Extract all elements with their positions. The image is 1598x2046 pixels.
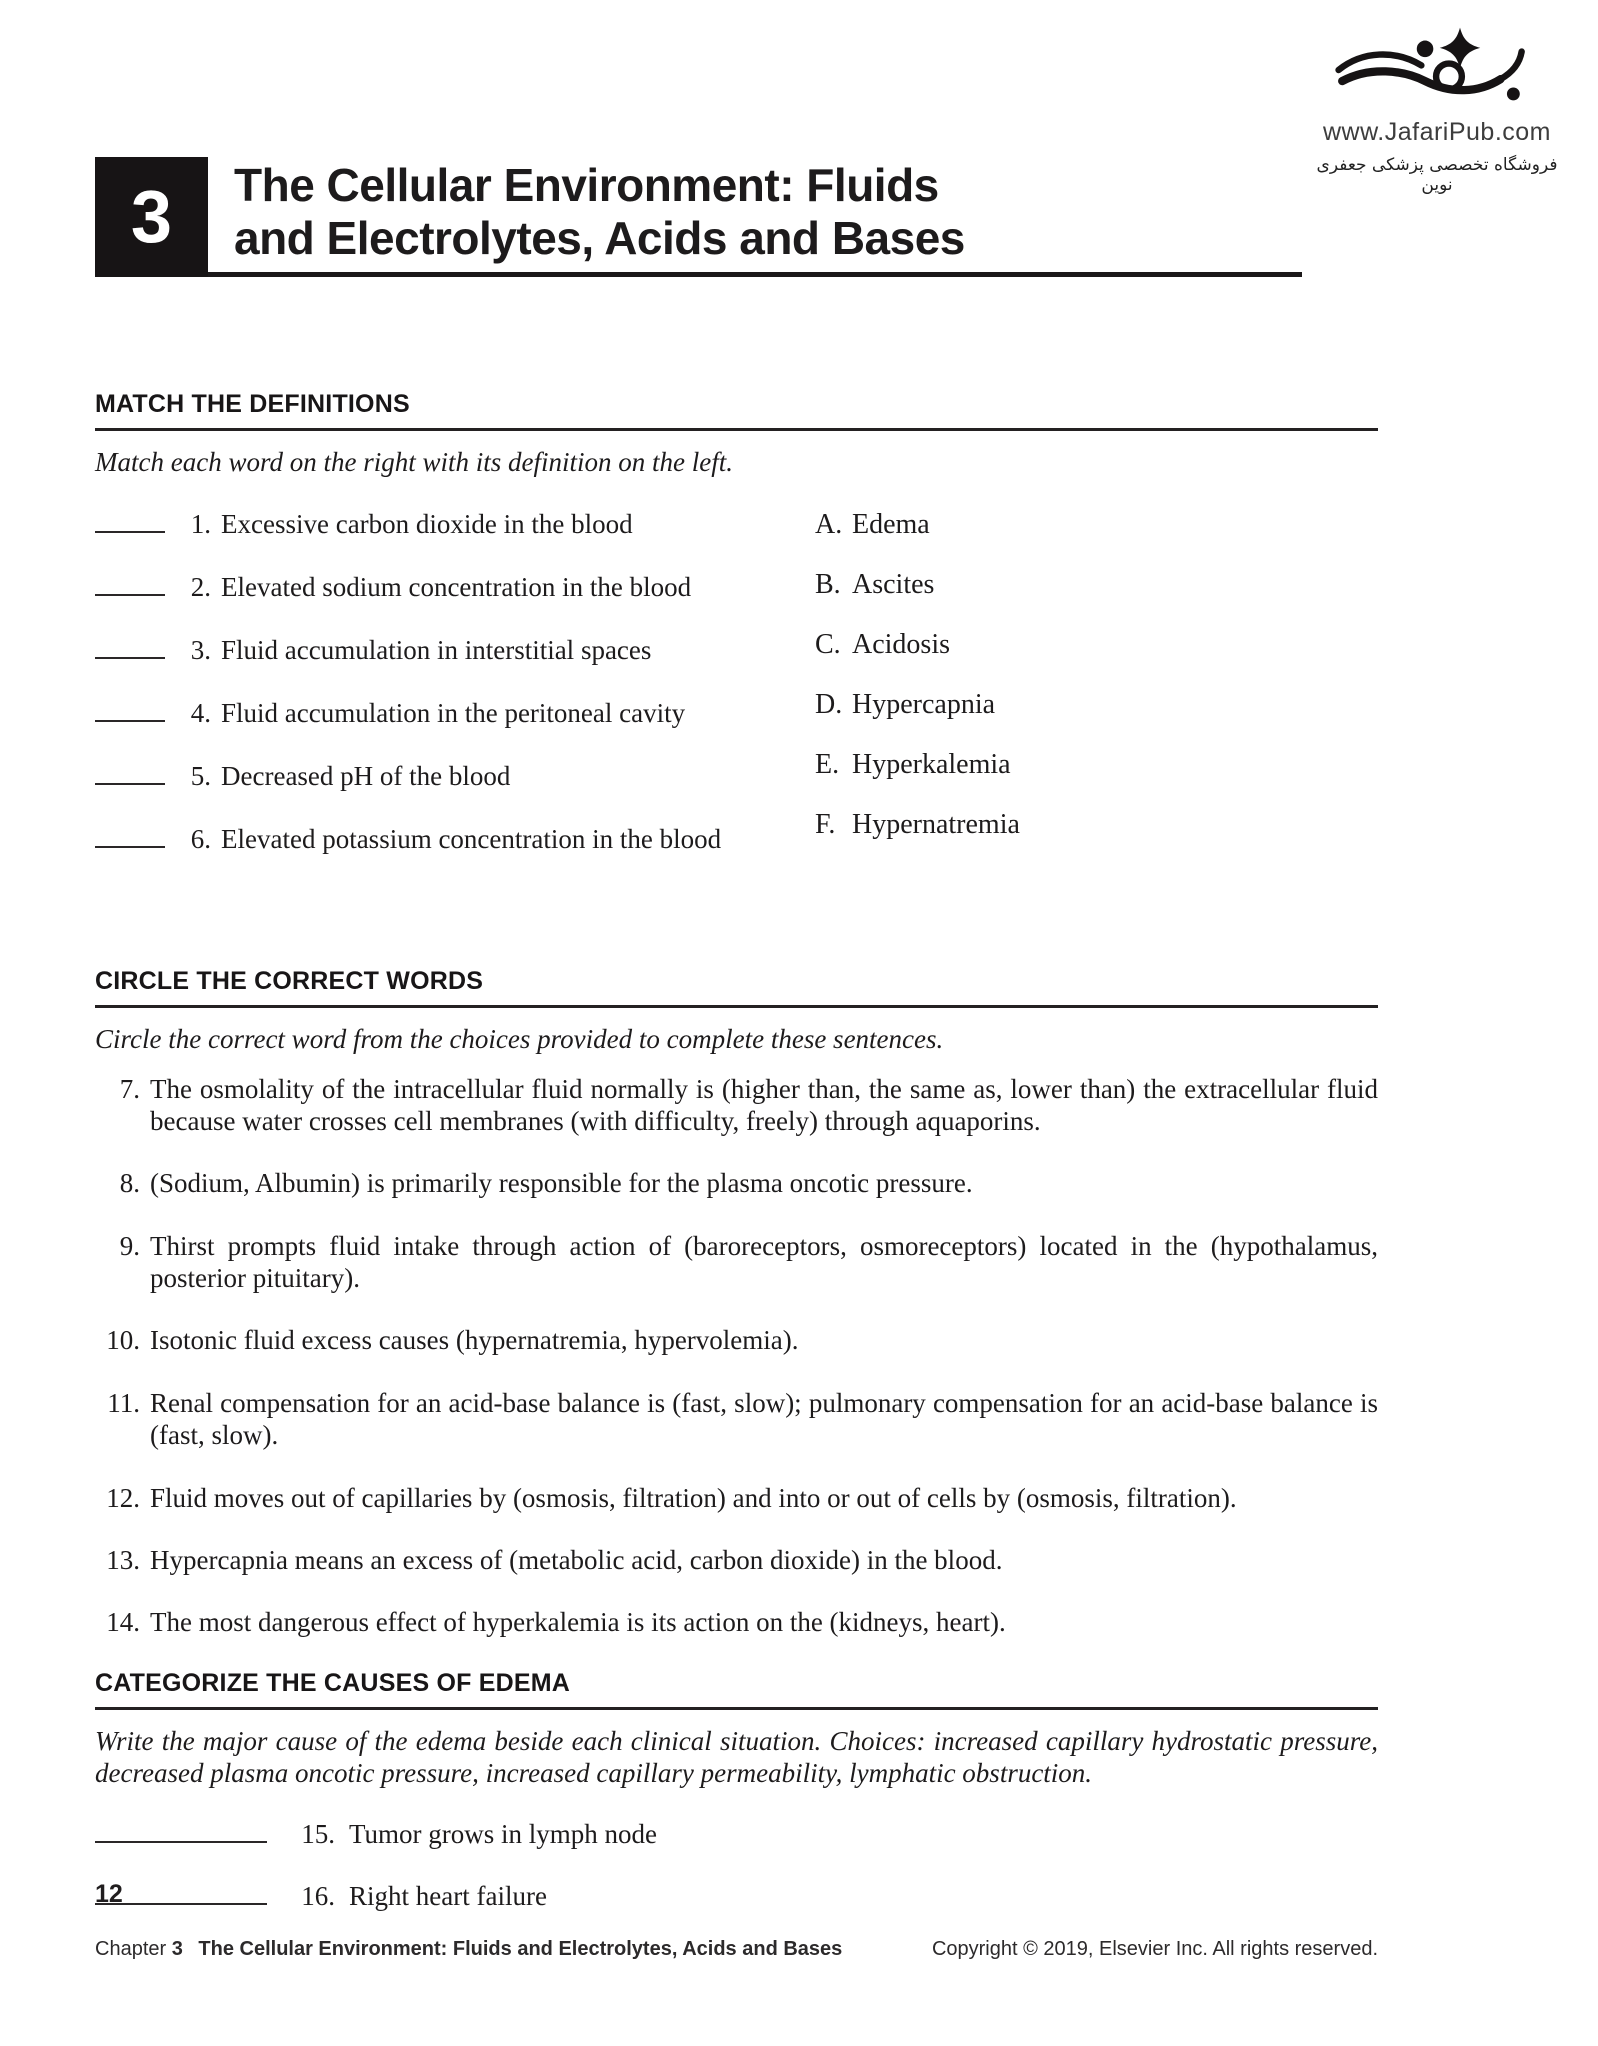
term-text: Hypercapnia bbox=[852, 689, 996, 721]
question-item bbox=[95, 1073, 1378, 1138]
definition-text: Fluid accumulation in interstitial spaces bbox=[221, 635, 652, 666]
definition-text: Excessive carbon dioxide in the blood bbox=[221, 509, 633, 540]
question-item bbox=[95, 1482, 1378, 1514]
section-instruction: Write the major cause of the edema beside each clinical situation. Choices: increased capillary hydrostatic pressure, decreased plasma oncotic pressure, increased capillary permeability, lymphatic obstruction. bbox=[95, 1725, 1378, 1789]
term-letter: A. bbox=[815, 509, 843, 541]
definition-item bbox=[95, 572, 815, 603]
term-item bbox=[815, 809, 1378, 840]
item-number: 6. bbox=[190, 824, 211, 855]
definition-item bbox=[95, 509, 815, 540]
question-text: Hypercapnia means an excess of (metabolic acid, carbon dioxide) in the blood. bbox=[150, 1545, 1003, 1576]
term-letter: E. bbox=[815, 749, 840, 781]
categorize-item bbox=[95, 1819, 1378, 1850]
answer-blank bbox=[95, 1819, 267, 1843]
page-number: 12 bbox=[95, 1880, 123, 1908]
section-instruction: Circle the correct word from the choices provided to complete these sentences. bbox=[95, 1024, 944, 1055]
answer-blank bbox=[95, 509, 165, 533]
item-number: 5. bbox=[190, 761, 211, 792]
footer-chapter-info bbox=[95, 1938, 842, 1961]
section-heading: MATCH THE DEFINITIONS bbox=[95, 390, 1378, 431]
definition-text: Decreased pH of the blood bbox=[221, 761, 511, 792]
definition-item bbox=[95, 824, 815, 855]
question-text: (Sodium, Albumin) is primarily responsible for the plasma oncotic pressure. bbox=[150, 1168, 973, 1199]
term-letter: F. bbox=[815, 809, 836, 841]
question-item bbox=[95, 1606, 1378, 1638]
page-footer bbox=[95, 1938, 1378, 1961]
footer-chapter-title: The Cellular Environment: Fluids and Electrolytes, Acids and Bases bbox=[198, 1938, 843, 1960]
item-number: 3. bbox=[190, 635, 211, 666]
item-number: 1. bbox=[190, 509, 211, 540]
term-text: Acidosis bbox=[852, 629, 950, 661]
chapter-title-wrap bbox=[208, 157, 1302, 277]
term-text: Hypernatremia bbox=[852, 809, 1020, 841]
item-number: 8. bbox=[119, 1168, 140, 1199]
definition-text: Elevated sodium concentration in the blood bbox=[221, 572, 692, 603]
question-item bbox=[95, 1167, 1378, 1199]
answer-blank bbox=[95, 572, 165, 596]
item-number: 11. bbox=[107, 1387, 140, 1418]
section-circle-words bbox=[95, 967, 1378, 1639]
answer-blank bbox=[95, 761, 165, 785]
term-item bbox=[815, 509, 1378, 540]
definition-text: Elevated potassium concentration in the blood bbox=[221, 824, 722, 855]
situation-text: Right heart failure bbox=[349, 1880, 547, 1911]
chapter-title bbox=[234, 159, 965, 266]
definition-text: Fluid accumulation in the peritoneal cavity bbox=[221, 698, 686, 729]
publisher-url: www.JafariPub.com bbox=[1322, 118, 1552, 146]
term-text: Hyperkalemia bbox=[852, 749, 1011, 781]
answer-blank bbox=[95, 698, 165, 722]
item-number: 12. bbox=[106, 1482, 140, 1513]
item-number: 15. bbox=[301, 1818, 335, 1849]
question-text: The most dangerous effect of hyperkalemia is its action on the (kidneys, heart). bbox=[150, 1607, 1006, 1638]
item-number: 9. bbox=[119, 1230, 140, 1261]
footer-chapter-label: Chapter bbox=[95, 1938, 167, 1960]
item-number: 7. bbox=[119, 1073, 140, 1104]
item-number: 10. bbox=[106, 1325, 140, 1356]
definition-item bbox=[95, 635, 815, 666]
chapter-number-badge: 3 bbox=[95, 157, 208, 277]
question-text: Renal compensation for an acid-base balance is (fast, slow); pulmonary compensation for an acid-base balance is (fast, slow). bbox=[150, 1387, 1378, 1451]
term-letter: C. bbox=[815, 629, 841, 661]
term-text: Edema bbox=[852, 509, 930, 541]
term-item bbox=[815, 749, 1378, 780]
question-item bbox=[95, 1387, 1378, 1452]
answer-blank bbox=[95, 824, 165, 848]
item-number: 16. bbox=[301, 1880, 335, 1911]
question-text: Thirst prompts fluid intake through action of (baroreceptors, osmoreceptors) located in the (hypothalamus, posterior pituitary). bbox=[150, 1230, 1378, 1294]
chapter-title-line1: The Cellular Environment: Fluids bbox=[234, 159, 939, 211]
terms-column bbox=[815, 509, 1378, 887]
match-columns bbox=[95, 509, 1378, 887]
footer-chapter-number: 3 bbox=[171, 1938, 183, 1960]
term-text: Ascites bbox=[852, 569, 935, 601]
item-number: 4. bbox=[190, 698, 211, 729]
item-number: 2. bbox=[190, 572, 211, 603]
question-list bbox=[95, 1073, 1378, 1639]
categorize-item bbox=[95, 1881, 1378, 1912]
question-item bbox=[95, 1544, 1378, 1576]
section-heading: CATEGORIZE THE CAUSES OF EDEMA bbox=[95, 1669, 1378, 1710]
term-letter: B. bbox=[815, 569, 841, 601]
situation-text: Tumor grows in lymph node bbox=[349, 1818, 658, 1849]
term-item bbox=[815, 689, 1378, 720]
term-item bbox=[815, 629, 1378, 660]
definition-item bbox=[95, 761, 815, 792]
chapter-title-line2: and Electrolytes, Acids and Bases bbox=[234, 212, 965, 265]
question-text: Fluid moves out of capillaries by (osmosis, filtration) and into or out of cells by (osmosis, filtration). bbox=[150, 1482, 1237, 1513]
question-item bbox=[95, 1324, 1378, 1356]
question-text: The osmolality of the intracellular fluid normally is (higher than, the same as, lower than) the extracellular fluid because water crosses cell membranes (with difficulty, freely) through aquaporins. bbox=[150, 1073, 1378, 1136]
question-text: Isotonic fluid excess causes (hypernatremia, hypervolemia). bbox=[150, 1325, 799, 1356]
categorize-list bbox=[95, 1819, 1378, 1912]
section-instruction: Match each word on the right with its definition on the left. bbox=[95, 446, 733, 477]
publisher-tagline: فروشگاه تخصصی پزشکی جعفری نوین bbox=[1316, 155, 1558, 195]
question-item bbox=[95, 1230, 1378, 1295]
chapter-header bbox=[95, 157, 1378, 277]
answer-blank bbox=[95, 635, 165, 659]
footer-copyright: Copyright © 2019, Elsevier Inc. All rights reserved. bbox=[931, 1938, 1378, 1960]
section-categorize-edema bbox=[95, 1669, 1378, 1912]
definitions-column bbox=[95, 509, 815, 887]
term-item bbox=[815, 569, 1378, 600]
section-heading: CIRCLE THE CORRECT WORDS bbox=[95, 967, 1378, 1008]
term-letter: D. bbox=[815, 689, 843, 721]
definition-item bbox=[95, 698, 815, 729]
item-number: 13. bbox=[106, 1545, 140, 1576]
item-number: 14. bbox=[106, 1607, 140, 1638]
section-match-definitions bbox=[95, 390, 1378, 887]
